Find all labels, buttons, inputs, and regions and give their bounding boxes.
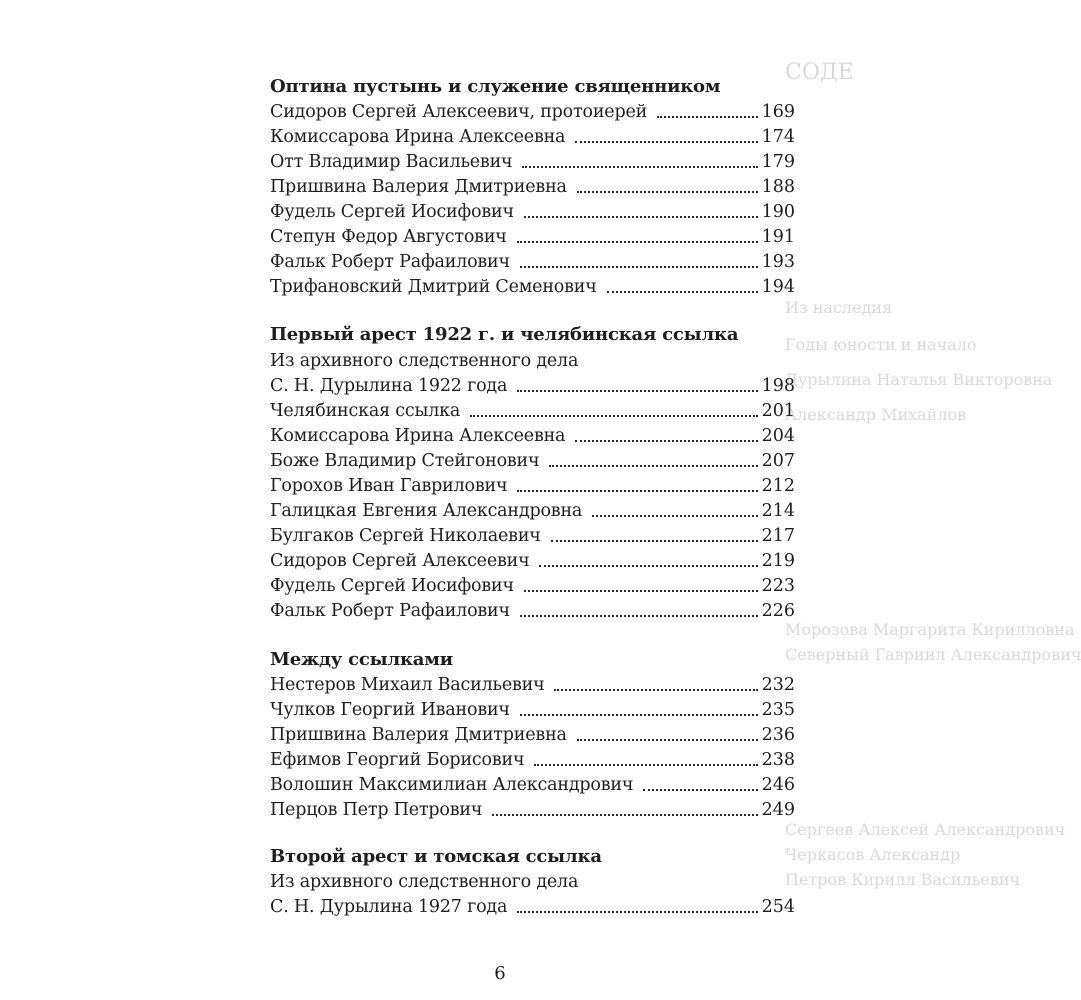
- toc-entry-page: 190: [761, 202, 795, 222]
- toc-entry-page: 236: [761, 725, 795, 745]
- toc-entry-page: 194: [761, 277, 795, 297]
- toc-entry-name: Сидоров Сергей Алексеевич: [270, 551, 530, 571]
- toc-entry-page: 254: [761, 897, 795, 917]
- toc-entry: [270, 573, 795, 597]
- toc-entry: [270, 894, 795, 918]
- dot-leader: [539, 565, 757, 567]
- toc-entry: [270, 747, 795, 771]
- toc-entry: [270, 473, 795, 497]
- toc-entry-name: Комиссарова Ирина Алексеевна: [270, 127, 566, 147]
- toc-entry-name: Челябинская ссылка: [270, 401, 461, 421]
- toc-entry-page: 217: [761, 526, 795, 546]
- bleed-line: Сергеев Алексей Александрович: [785, 820, 1066, 839]
- dot-leader: [592, 515, 757, 517]
- dot-leader: [577, 191, 758, 193]
- dot-leader: [575, 440, 757, 442]
- bleed-through-text: [785, 60, 1081, 920]
- section-title: Между ссылками: [270, 649, 453, 670]
- toc-entry-intro: Из архивного следственного дела: [270, 872, 579, 892]
- toc-entry-page: 179: [761, 152, 795, 172]
- toc-entry-intro: Из архивного следственного дела: [270, 351, 579, 371]
- toc-entry-name: Фудель Сергей Иосифович: [270, 576, 514, 596]
- toc-entry: [270, 274, 795, 298]
- toc-entry: [270, 423, 795, 447]
- toc-entry: [270, 224, 795, 248]
- toc-entry-page: 201: [761, 401, 795, 421]
- dot-leader: [534, 764, 757, 766]
- toc-entry: [270, 448, 795, 472]
- toc-entry-name: Перцов Петр Петрович: [270, 800, 483, 820]
- toc-entry-name: Волошин Максимилиан Александрович: [270, 775, 634, 795]
- toc-entry-name: Сидоров Сергей Алексеевич, протоиерей: [270, 102, 648, 122]
- toc-entry-page: 207: [761, 451, 795, 471]
- toc-entry: [270, 797, 795, 821]
- toc-entry-name: Боже Владимир Стейгонович: [270, 451, 540, 471]
- section-title: Первый арест 1922 г. и челябинская ссылка: [270, 324, 739, 345]
- toc-entry-name: Отт Владимир Васильевич: [270, 152, 513, 172]
- toc-entry: [270, 174, 795, 198]
- dot-leader: [657, 116, 758, 118]
- toc-entry-name: Горохов Иван Гаврилович: [270, 476, 508, 496]
- toc-entry-name: Нестеров Михаил Васильевич: [270, 675, 545, 695]
- toc-entry: [270, 498, 795, 522]
- dot-leader: [607, 291, 758, 293]
- dot-leader: [520, 714, 758, 716]
- dot-leader: [549, 465, 757, 467]
- toc-entry-name: С. Н. Дурылина 1922 года: [270, 376, 508, 396]
- toc-entry-page: 223: [761, 576, 795, 596]
- toc-entry-page: 219: [761, 551, 795, 571]
- toc-entry-page: 169: [761, 102, 795, 122]
- toc-entry-page: 174: [761, 127, 795, 147]
- toc-entry-name: Булгаков Сергей Николаевич: [270, 526, 541, 546]
- toc-entry-page: 232: [761, 675, 795, 695]
- toc-entry-page: 226: [761, 601, 795, 621]
- bleed-line: Александр Михайлов: [785, 405, 967, 424]
- toc-entry: [270, 373, 795, 397]
- toc-entry-name: С. Н. Дурылина 1927 года: [270, 897, 508, 917]
- toc-entry-page: 246: [761, 775, 795, 795]
- toc-entry: [270, 249, 795, 273]
- dot-leader: [524, 216, 758, 218]
- bleed-line: Петров Кирилл Васильевич: [785, 870, 1021, 889]
- table-of-contents: [270, 0, 795, 1000]
- bleed-line: Морозова Маргарита Кирилловна: [785, 620, 1075, 639]
- dot-leader: [517, 490, 757, 492]
- dot-leader: [520, 615, 758, 617]
- dot-leader: [575, 141, 757, 143]
- toc-entry-name: Комиссарова Ирина Алексеевна: [270, 426, 566, 446]
- toc-entry-name: Фальк Роберт Рафаилович: [270, 601, 510, 621]
- toc-entry-name: Трифановский Дмитрий Семенович: [270, 277, 597, 297]
- dot-leader: [577, 739, 758, 741]
- dot-leader: [524, 590, 758, 592]
- toc-entry-page: 214: [761, 501, 795, 521]
- toc-entry: [270, 99, 795, 123]
- toc-entry: [270, 149, 795, 173]
- page-number: 6: [494, 963, 506, 984]
- toc-entry-page: 249: [761, 800, 795, 820]
- dot-leader: [470, 415, 757, 417]
- toc-entry-name: Пришвина Валерия Дмитриевна: [270, 725, 567, 745]
- toc-entry-name: Фальк Роберт Рафаилович: [270, 252, 510, 272]
- dot-leader: [517, 911, 757, 913]
- toc-entry-page: 191: [761, 227, 795, 247]
- toc-entry: [270, 124, 795, 148]
- toc-entry-name: Галицкая Евгения Александровна: [270, 501, 583, 521]
- dot-leader: [551, 540, 758, 542]
- toc-entry: [270, 672, 795, 696]
- dot-leader: [520, 266, 758, 268]
- dot-leader: [517, 390, 757, 392]
- dot-leader: [643, 789, 757, 791]
- bleed-line: Годы юности и начало: [785, 335, 977, 354]
- toc-entry-name: Степун Федор Августович: [270, 227, 507, 247]
- toc-entry-page: 193: [761, 252, 795, 272]
- dot-leader: [517, 241, 758, 243]
- bleed-line: СОДЕ: [785, 60, 854, 85]
- toc-entry-page: 198: [761, 376, 795, 396]
- toc-entry-name: Фудель Сергей Иосифович: [270, 202, 514, 222]
- dot-leader: [522, 166, 757, 168]
- toc-entry-page: 238: [761, 750, 795, 770]
- toc-entry-name: Чулков Георгий Иванович: [270, 700, 510, 720]
- toc-entry: [270, 772, 795, 796]
- toc-entry: [270, 697, 795, 721]
- toc-entry-page: 188: [761, 177, 795, 197]
- toc-entry-name: Ефимов Георгий Борисович: [270, 750, 525, 770]
- bleed-line: Дурылина Наталья Викторовна: [785, 370, 1053, 389]
- toc-entry: [270, 523, 795, 547]
- toc-entry-page: 204: [761, 426, 795, 446]
- toc-entry: [270, 722, 795, 746]
- dot-leader: [492, 814, 757, 816]
- section-title: Оптина пустынь и служение священником: [270, 76, 721, 97]
- toc-entry-page: 235: [761, 700, 795, 720]
- dot-leader: [554, 689, 757, 691]
- toc-entry-page: 212: [761, 476, 795, 496]
- toc-entry: [270, 548, 795, 572]
- bleed-line: Из наследия: [785, 298, 893, 317]
- section-title: Второй арест и томская ссылка: [270, 846, 602, 867]
- toc-entry-name: Пришвина Валерия Дмитриевна: [270, 177, 567, 197]
- toc-entry: [270, 199, 795, 223]
- bleed-line: Северный Гавриил Александрович: [785, 645, 1081, 664]
- toc-entry: [270, 398, 795, 422]
- bleed-line: Черкасов Александр: [785, 845, 961, 864]
- toc-entry: [270, 598, 795, 622]
